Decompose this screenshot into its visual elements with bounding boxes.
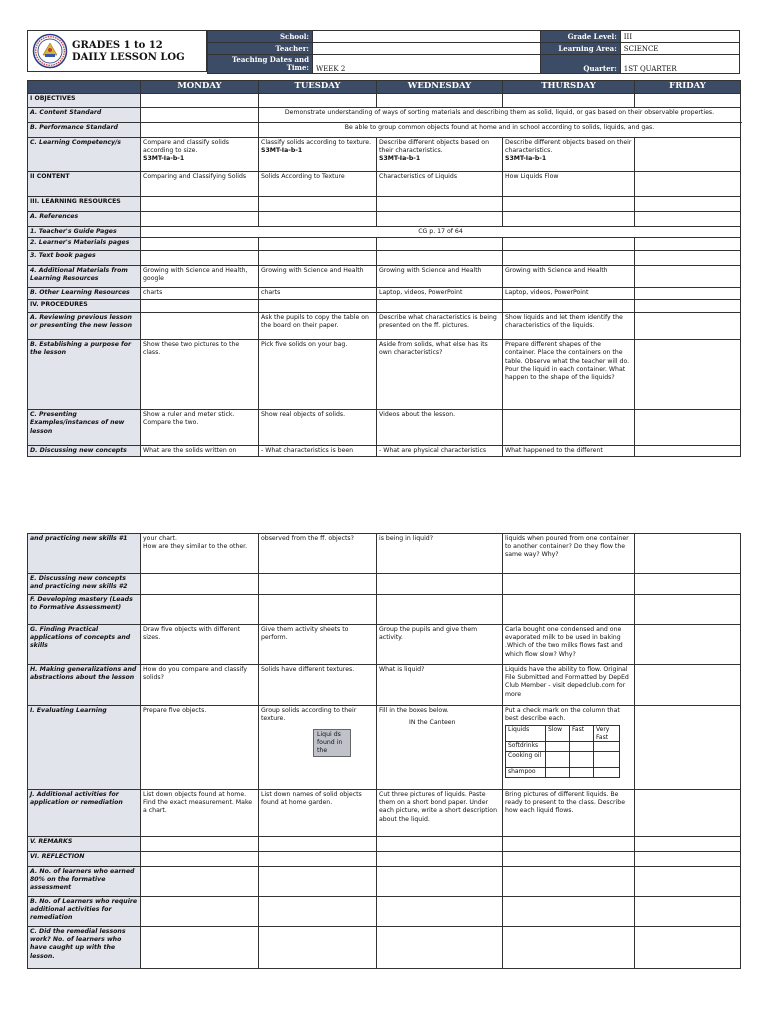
flow-check-cell[interactable] <box>570 768 594 778</box>
competency-text: Compare and classify solids according to size. <box>143 139 230 155</box>
cell[interactable] <box>377 574 503 595</box>
cell[interactable] <box>635 595 741 625</box>
cell: liquids when poured from one container to another container? Do they flow the same way? Why? <box>503 534 635 574</box>
reflection-label: VI. REFLECTION <box>28 852 141 867</box>
cell: Draw five objects with different sizes. <box>141 625 259 665</box>
purpose-label: B. Establishing a purpose for the lesson <box>28 340 141 410</box>
table-row <box>28 123 741 138</box>
cell[interactable] <box>259 212 377 227</box>
cell[interactable] <box>635 790 741 837</box>
content-standard-label: A. Content Standard <box>28 108 141 123</box>
flow-check-cell[interactable] <box>546 752 570 768</box>
cell: How do you compare and classify solids? <box>141 665 259 706</box>
cell[interactable] <box>377 927 503 969</box>
cell[interactable] <box>503 300 635 313</box>
cell[interactable] <box>377 852 503 867</box>
cell[interactable] <box>141 197 259 212</box>
cell[interactable] <box>141 251 259 266</box>
cell: - What characteristics is been <box>259 446 377 457</box>
competency-text: Describe different objects based on their characteristics. <box>379 139 490 155</box>
performance-standard-label: B. Performance Standard <box>28 123 141 138</box>
cell[interactable] <box>259 238 377 251</box>
evaluating-text: Put a check mark on the column that best describe each. <box>505 707 620 723</box>
cell: charts <box>141 288 259 300</box>
flow-table-row <box>506 752 620 768</box>
competency-code: S3MT-Ia-b-1 <box>143 155 185 163</box>
cell[interactable] <box>635 534 741 574</box>
cell[interactable] <box>635 212 741 227</box>
cell[interactable] <box>141 852 259 867</box>
flow-table-row <box>506 742 620 752</box>
cell: Bring pictures of different liquids. Be ready to present to the class. Describe how each liquid flows. <box>503 790 635 837</box>
table-row <box>28 227 741 238</box>
cell[interactable] <box>503 212 635 227</box>
cell[interactable] <box>377 867 503 897</box>
table-row <box>28 340 741 410</box>
cell[interactable] <box>635 197 741 212</box>
cell: Laptop, videos, PowerPoint <box>377 288 503 300</box>
header <box>27 30 740 72</box>
table-row <box>28 94 741 108</box>
cell[interactable] <box>635 238 741 251</box>
cell[interactable] <box>377 300 503 313</box>
cell: Growing with Science and Health <box>377 266 503 288</box>
liquid-flow-table <box>505 725 620 778</box>
content-label: II CONTENT <box>28 172 141 197</box>
cell[interactable] <box>635 300 741 313</box>
cell: - What are physical characteristics <box>377 446 503 457</box>
objectives-label: I OBJECTIVES <box>28 94 141 108</box>
cell[interactable] <box>503 197 635 212</box>
procedures-label: IV. PROCEDURES <box>28 300 141 313</box>
cell: Cut three pictures of liquids. Paste them on a short bond paper. Under each picture, write a short description about the liquid. <box>377 790 503 837</box>
cell[interactable] <box>259 595 377 625</box>
logo-title-line1: GRADES 1 to 12 <box>72 40 163 51</box>
cell[interactable] <box>635 340 741 410</box>
learning-area-field[interactable]: SCIENCE <box>620 43 739 55</box>
cell[interactable] <box>635 446 741 457</box>
discussing-2-label: E. Discussing new concepts and practicing new skills #2 <box>28 574 141 595</box>
cell: your chart. How are they similar to the other. <box>141 534 259 574</box>
cell[interactable] <box>635 138 741 172</box>
cell[interactable] <box>503 94 635 108</box>
cell[interactable] <box>259 574 377 595</box>
table-row <box>28 238 741 251</box>
cell[interactable] <box>635 251 741 266</box>
cell[interactable] <box>635 94 741 108</box>
additional-activities-label: J. Additional activities for application or remediation <box>28 790 141 837</box>
cell: Liquids have the ability to flow. Original File Submitted and Formatted by DepEd Club Member - visit depedclub.com for more <box>503 665 635 706</box>
cell <box>377 138 503 172</box>
competency-text: Classify solids according to texture. <box>261 139 372 146</box>
cell[interactable] <box>141 238 259 251</box>
learners-materials-label: 2. Learner's Materials pages <box>28 238 141 251</box>
cell[interactable] <box>259 197 377 212</box>
cell[interactable] <box>635 837 741 852</box>
cell[interactable] <box>503 238 635 251</box>
teachers-guide-value: CG p. 17 of 64 <box>141 227 741 238</box>
flow-header-cell: Slow <box>546 726 570 742</box>
cell[interactable] <box>141 867 259 897</box>
cell: Growing with Science and Health <box>503 266 635 288</box>
table-row <box>28 197 741 212</box>
table-row <box>28 574 741 595</box>
content-cell: Characteristics of Liquids <box>377 172 503 197</box>
cell[interactable] <box>635 288 741 300</box>
flow-liquid-name: Softdrinks <box>506 742 546 752</box>
cell[interactable] <box>141 300 259 313</box>
cell: Growing with Science and Health, google <box>141 266 259 288</box>
generalizations-label: H. Making generalizations and abstractions about the lesson <box>28 665 141 706</box>
reviewing-label: A. Reviewing previous lesson or presenting the new lesson <box>28 313 141 340</box>
cell[interactable] <box>259 927 377 969</box>
cell: Describe what characteristics is being presented on the ff. pictures. <box>377 313 503 340</box>
developing-mastery-label: F. Developing mastery (Leads to Formative Assessment) <box>28 595 141 625</box>
reflection-b-label: B. No. of Learners who require additional activities for remediation <box>28 897 141 927</box>
teachers-guide-label: 1. Teacher's Guide Pages <box>28 227 141 238</box>
lesson-log-table-page2 <box>27 533 741 969</box>
cell[interactable] <box>377 897 503 927</box>
school-label: School: <box>208 31 313 43</box>
cell: Videos about the lesson. <box>377 410 503 446</box>
cell[interactable] <box>377 251 503 266</box>
cell[interactable] <box>635 897 741 927</box>
reflection-a-label: A. No. of learners who earned 80% on the formative assessment <box>28 867 141 897</box>
table-row <box>28 251 741 266</box>
cell[interactable] <box>259 94 377 108</box>
cell <box>259 138 377 172</box>
cell[interactable] <box>503 574 635 595</box>
cell[interactable] <box>141 927 259 969</box>
quarter-field[interactable]: 1ST QUARTER <box>620 55 739 74</box>
cell[interactable] <box>259 300 377 313</box>
flow-table-row <box>506 768 620 778</box>
flow-check-cell[interactable] <box>570 752 594 768</box>
flow-liquid-name: shampoo <box>506 768 546 778</box>
cell[interactable] <box>377 837 503 852</box>
table-row <box>28 665 741 706</box>
cell[interactable] <box>635 665 741 706</box>
table-row <box>28 172 741 197</box>
dates-label: Teaching Dates and Time: <box>208 55 313 74</box>
cell <box>259 706 377 790</box>
cell[interactable] <box>635 927 741 969</box>
table-row <box>28 790 741 837</box>
cell: What are the solids written on <box>141 446 259 457</box>
flow-check-cell[interactable] <box>570 742 594 752</box>
flow-check-cell[interactable] <box>594 752 620 768</box>
cell: Show real objects of solids. <box>259 410 377 446</box>
teacher-field[interactable] <box>313 43 541 55</box>
cell: Pick five solids on your bag. <box>259 340 377 410</box>
cell[interactable] <box>259 897 377 927</box>
cell: Prepare different shapes of the container. Place the containers on the table. Observe what the teacher will do. Pour the liquid in each container. What happen to the shape of the liquids? <box>503 340 635 410</box>
table-row <box>28 138 741 172</box>
table-row <box>28 706 741 790</box>
cell: observed from the ff. objects? <box>259 534 377 574</box>
evaluating-text: Fill in the boxes below. <box>379 707 449 714</box>
cell[interactable] <box>503 852 635 867</box>
cell[interactable] <box>635 867 741 897</box>
competency-code: S3MT-Ia-b-1 <box>261 147 303 155</box>
table-row <box>28 867 741 897</box>
cell[interactable] <box>503 837 635 852</box>
performance-standard-text: Be able to group common objects found at home and in school according to solids, liquids, and gas. <box>259 123 741 138</box>
table-row <box>28 266 741 288</box>
canteen-caption: IN the Canteen <box>409 719 456 727</box>
cell[interactable] <box>141 595 259 625</box>
logo-block <box>27 30 207 72</box>
corner-cell <box>28 81 141 94</box>
cell[interactable] <box>635 574 741 595</box>
cell[interactable] <box>259 852 377 867</box>
cell <box>503 706 635 790</box>
cell[interactable] <box>635 625 741 665</box>
cell[interactable] <box>635 172 741 197</box>
table-row <box>28 927 741 969</box>
grade-level-label: Grade Level: <box>541 31 621 43</box>
cell <box>503 410 635 446</box>
table-row <box>28 313 741 340</box>
flow-header-cell: Very Fast <box>594 726 620 742</box>
flow-liquid-name: Cooking oil <box>506 752 546 768</box>
competency-text: Describe different objects based on their characteristics. <box>505 139 632 155</box>
table-row <box>28 410 741 446</box>
cell <box>503 138 635 172</box>
cell: List down objects found at home. Find the exact measurement. Make a chart. <box>141 790 259 837</box>
cell[interactable] <box>635 266 741 288</box>
competency-label: C. Learning Competency/s <box>28 138 141 172</box>
competency-code: S3MT-Ia-b-1 <box>379 155 421 163</box>
day-monday: MONDAY <box>141 81 259 94</box>
cell: List down names of solid objects found at home garden. <box>259 790 377 837</box>
flow-header-cell: Liquids <box>506 726 546 742</box>
day-friday: FRIDAY <box>635 81 741 94</box>
cell: Show these two pictures to the class. <box>141 340 259 410</box>
cell: Aside from solids, what else has its own characteristics? <box>377 340 503 410</box>
cell[interactable] <box>259 867 377 897</box>
dates-field[interactable]: WEEK 2 <box>313 55 541 74</box>
discussing-label: D. Discussing new concepts <box>28 446 141 457</box>
evaluating-text: Group solids according to their texture. <box>261 707 357 723</box>
cell[interactable] <box>377 595 503 625</box>
discussing-continued-label: and practicing new skills #1 <box>28 534 141 574</box>
other-resources-label: B. Other Learning Resources <box>28 288 141 300</box>
remarks-label: V. REMARKS <box>28 837 141 852</box>
cell: Solids have different textures. <box>259 665 377 706</box>
day-thursday: THURSDAY <box>503 81 635 94</box>
cell[interactable] <box>141 108 259 123</box>
presenting-label: C. Presenting Examples/instances of new lesson <box>28 410 141 446</box>
flow-check-cell[interactable] <box>546 742 570 752</box>
quarter-label: Quarter: <box>541 55 621 74</box>
content-cell: How Liquids Flow <box>503 172 635 197</box>
evaluating-label: I. Evaluating Learning <box>28 706 141 790</box>
cell: Growing with Science and Health <box>259 266 377 288</box>
learning-area-label: Learning Area: <box>541 43 621 55</box>
practical-applications-label: G. Finding Practical applications of concepts and skills <box>28 625 141 665</box>
cell: charts <box>259 288 377 300</box>
textbook-label: 3. Text book pages <box>28 251 141 266</box>
table-row <box>28 446 741 457</box>
cell[interactable] <box>377 197 503 212</box>
liquids-picture-box: Liqui ds found in the <box>313 729 351 757</box>
cell[interactable] <box>141 897 259 927</box>
table-row <box>28 897 741 927</box>
cell: Show liquids and let them identify the characteristics of the liquids. <box>503 313 635 340</box>
cell: Show a ruler and meter stick. Compare the two. <box>141 410 259 446</box>
table-row <box>28 625 741 665</box>
cell[interactable] <box>503 927 635 969</box>
school-field[interactable] <box>313 31 541 43</box>
cell: Group the pupils and give them activity. <box>377 625 503 665</box>
cell[interactable] <box>259 251 377 266</box>
learning-resources-label: III. LEARNING RESOURCES <box>28 197 141 212</box>
cell[interactable] <box>141 94 259 108</box>
day-tuesday: TUESDAY <box>259 81 377 94</box>
cell[interactable] <box>635 313 741 340</box>
cell[interactable] <box>503 867 635 897</box>
table-row <box>28 108 741 123</box>
cell[interactable] <box>377 238 503 251</box>
references-label: A. References <box>28 212 141 227</box>
flow-table-header <box>506 726 620 742</box>
table-row <box>28 288 741 300</box>
logo-title-line2: DAILY LESSON LOG <box>72 52 185 63</box>
table-row <box>28 837 741 852</box>
cell: Laptop, videos, PowerPoint <box>503 288 635 300</box>
cell[interactable] <box>503 251 635 266</box>
cell[interactable] <box>635 706 741 790</box>
cell[interactable] <box>141 123 259 138</box>
grade-level-field[interactable]: III <box>620 31 739 43</box>
additional-materials-label: 4. Additional Materials from Learning Resources <box>28 266 141 288</box>
cell[interactable] <box>141 212 259 227</box>
cell: What happened to the different <box>503 446 635 457</box>
header-fields-left <box>207 30 541 74</box>
content-cell: Solids According to Texture <box>259 172 377 197</box>
flow-check-cell[interactable] <box>594 742 620 752</box>
table-row <box>28 595 741 625</box>
days-header-row <box>28 81 741 94</box>
cell <box>141 313 259 340</box>
cell: Ask the pupils to copy the table on the board on their paper. <box>259 313 377 340</box>
cell[interactable] <box>377 212 503 227</box>
content-cell: Comparing and Classifying Solids <box>141 172 259 197</box>
header-fields-right <box>540 30 740 74</box>
cell[interactable] <box>503 897 635 927</box>
cell: Carla bought one condensed and one evaporated milk to be used in baking .Which of the two milks flows fast and which flow slow? Why? <box>503 625 635 665</box>
cell[interactable] <box>141 837 259 852</box>
flow-check-cell[interactable] <box>546 768 570 778</box>
table-row <box>28 300 741 313</box>
cell: is being in liquid? <box>377 534 503 574</box>
cell[interactable] <box>259 837 377 852</box>
teacher-label: Teacher: <box>208 43 313 55</box>
cell <box>377 706 503 790</box>
table-row <box>28 852 741 867</box>
competency-code: S3MT-Ia-b-1 <box>505 155 547 163</box>
reflection-c-label: C. Did the remedial lessons work? No. of learners who have caught up with the lesson. <box>28 927 141 969</box>
cell[interactable] <box>141 574 259 595</box>
day-wednesday: WEDNESDAY <box>377 81 503 94</box>
flow-check-cell[interactable] <box>594 768 620 778</box>
flow-header-cell: Fast <box>570 726 594 742</box>
lesson-log-table-page1 <box>27 80 741 457</box>
cell: Prepare five objects. <box>141 706 259 790</box>
cell[interactable] <box>635 410 741 446</box>
table-row <box>28 212 741 227</box>
cell[interactable] <box>503 595 635 625</box>
cell <box>141 138 259 172</box>
content-standard-text: Demonstrate understanding of ways of sorting materials and describing them as solid, liquid, or gas based on their observable properties. <box>259 108 741 123</box>
cell[interactable] <box>635 852 741 867</box>
cell[interactable] <box>377 94 503 108</box>
cell: Give them activity sheets to perform. <box>259 625 377 665</box>
table-row <box>28 534 741 574</box>
deped-seal-icon <box>32 33 68 69</box>
cell: What is liquid? <box>377 665 503 706</box>
